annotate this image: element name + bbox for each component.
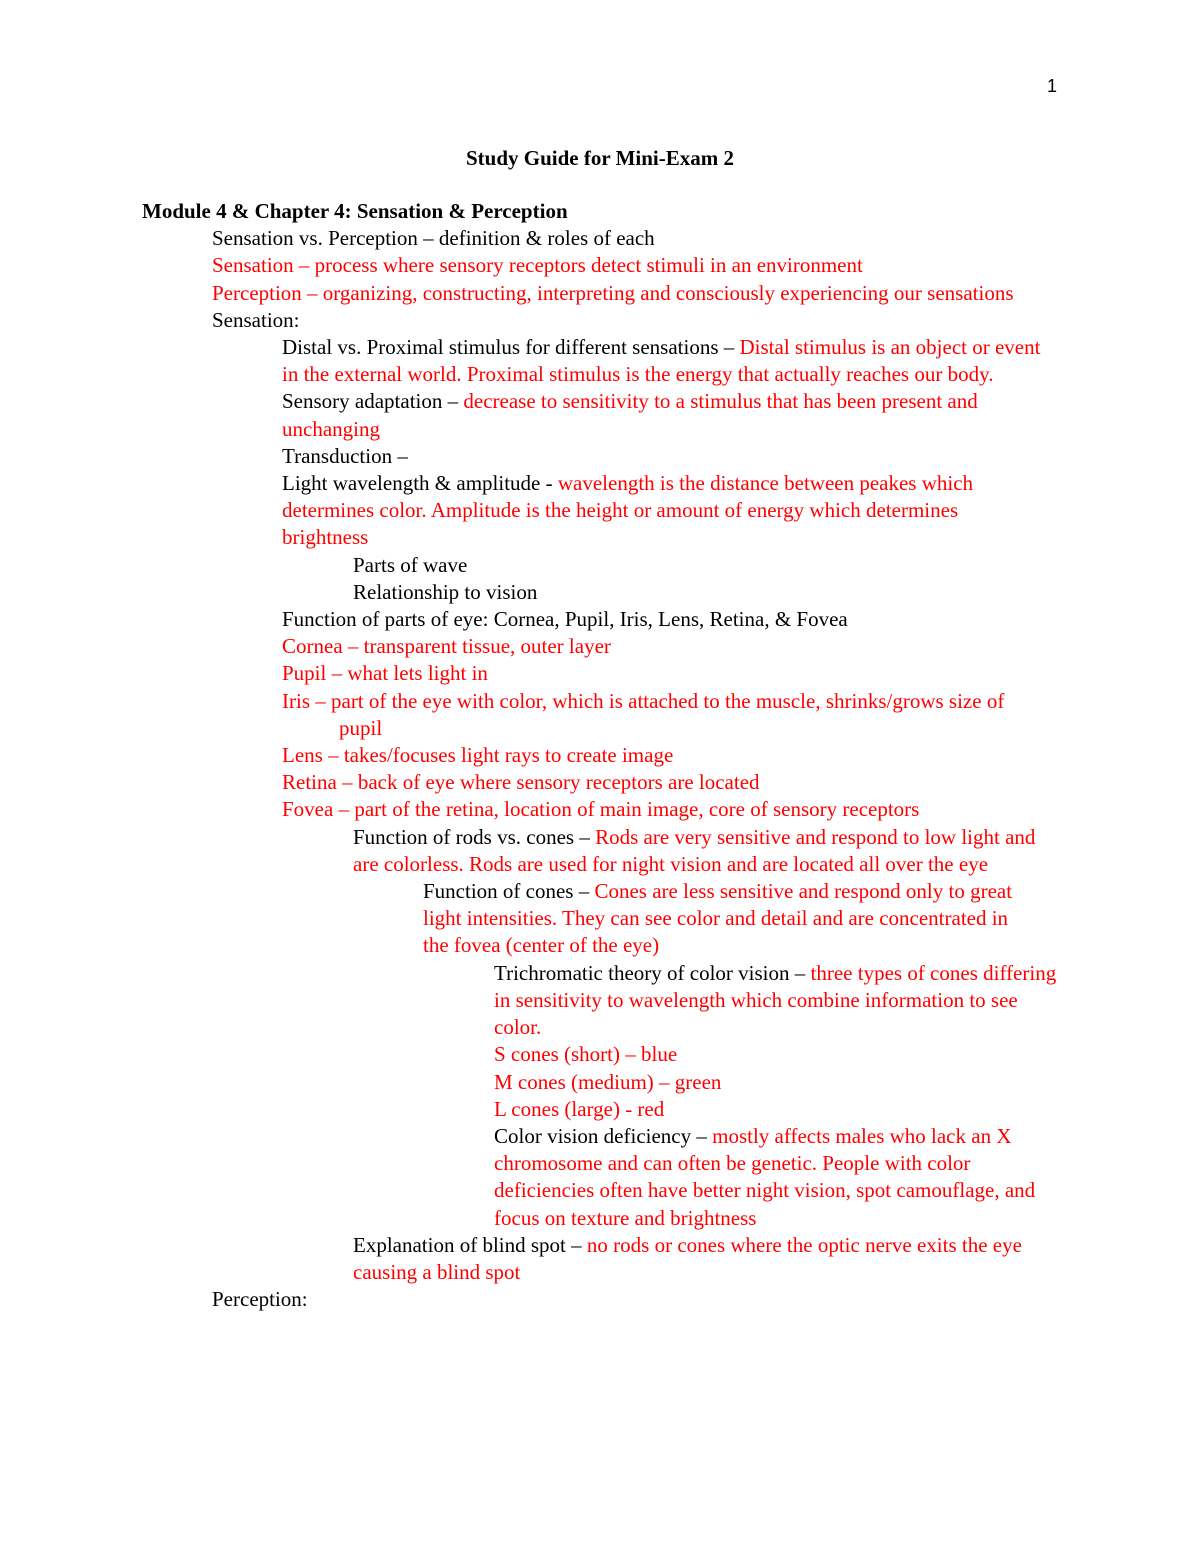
l-cones-item: L cones (large) - red (494, 1096, 665, 1121)
lens-item: Lens – takes/focuses light rays to create image (282, 743, 674, 768)
sensation-section-label: Sensation: (212, 307, 300, 332)
iris-item: Iris – part of the eye with color, which is attached to the muscle, shrinks/grows size of pupil (282, 688, 1005, 740)
s-cones-item: S cones (short) – blue (494, 1042, 678, 1067)
page-number: 1 (1046, 76, 1057, 96)
blindspot-item (142, 1232, 1072, 1286)
cones-answer: Cones are less sensitive and respond only to great light intensities. They can see color and detail and are concentrated in the fovea (center of the eye) (423, 879, 1013, 958)
module-heading: Module 4 & Chapter 4: Sensation & Perception (142, 199, 568, 223)
cornea-item: Cornea – transparent tissue, outer layer (282, 634, 611, 659)
deficiency-item (142, 1123, 1072, 1232)
cones-prompt: Function of cones – (423, 879, 595, 904)
deficiency-answer: mostly affects males who lack an X chromosome and can often be genetic. People with color deficiencies often have better night vision, spot camouflage, and focus on texture and brightness (494, 1123, 1036, 1230)
sensory-adaptation-answer: decrease to sensitivity to a stimulus that has been present and unchanging (282, 389, 978, 441)
trichromatic-prompt: Trichromatic theory of color vision – (494, 960, 811, 985)
cones-item (142, 878, 1072, 960)
deficiency-prompt: Color vision deficiency – (494, 1123, 713, 1148)
sensation-vs-perception-prompt: Sensation vs. Perception – definition & roles of each (212, 226, 655, 251)
sensory-adaptation-item (142, 388, 1072, 442)
eye-parts-prompt: Function of parts of eye: Cornea, Pupil, Iris, Lens, Retina, & Fovea (282, 607, 848, 632)
retina-item: Retina – back of eye where sensory receptors are located (282, 770, 760, 795)
pupil-item: Pupil – what lets light in (282, 661, 488, 686)
fovea-item: Fovea – part of the retina, location of main image, core of sensory receptors (282, 797, 920, 822)
relationship-to-vision-item: Relationship to vision (353, 579, 538, 604)
sensory-adaptation-prompt: Sensory adaptation – (282, 389, 464, 414)
trichromatic-item (142, 960, 1072, 1042)
distal-proximal-answer: Distal stimulus is an object or event in the external world. Proximal stimulus is the energy that actually reaches our body. (282, 335, 1041, 387)
document-title: Study Guide for Mini-Exam 2 (466, 146, 734, 170)
transduction-item: Transduction – (282, 443, 408, 468)
study-guide-body (142, 198, 1072, 1313)
wavelength-answer: wavelength is the distance between peakes which determines color. Amplitude is the height or amount of energy which determines brightness (282, 471, 974, 550)
perception-section-label: Perception: (212, 1287, 308, 1312)
m-cones-item: M cones (medium) – green (494, 1069, 722, 1094)
distal-proximal-item (142, 334, 1072, 388)
trichromatic-answer: three types of cones differing in sensitivity to wavelength which combine information to see color. (494, 960, 1057, 1040)
parts-of-wave-item: Parts of wave (353, 552, 468, 577)
rods-item (142, 824, 1072, 878)
sensation-definition: Sensation – process where sensory receptors detect stimuli in an environment (212, 253, 863, 278)
distal-proximal-prompt: Distal vs. Proximal stimulus for different sensations – (282, 335, 740, 360)
rods-answer: Rods are very sensitive and respond to low light and are colorless. Rods are used for night vision and are located all over the eye (353, 824, 1036, 876)
blindspot-answer: no rods or cones where the optic nerve exits the eye causing a blind spot (353, 1232, 1022, 1284)
wavelength-prompt: Light wavelength & amplitude - (282, 471, 558, 496)
blindspot-prompt: Explanation of blind spot – (353, 1232, 587, 1257)
rods-prompt: Function of rods vs. cones – (353, 824, 596, 849)
wavelength-item (142, 470, 1072, 552)
perception-definition: Perception – organizing, constructing, interpreting and consciously experiencing our sensations (212, 280, 1014, 305)
